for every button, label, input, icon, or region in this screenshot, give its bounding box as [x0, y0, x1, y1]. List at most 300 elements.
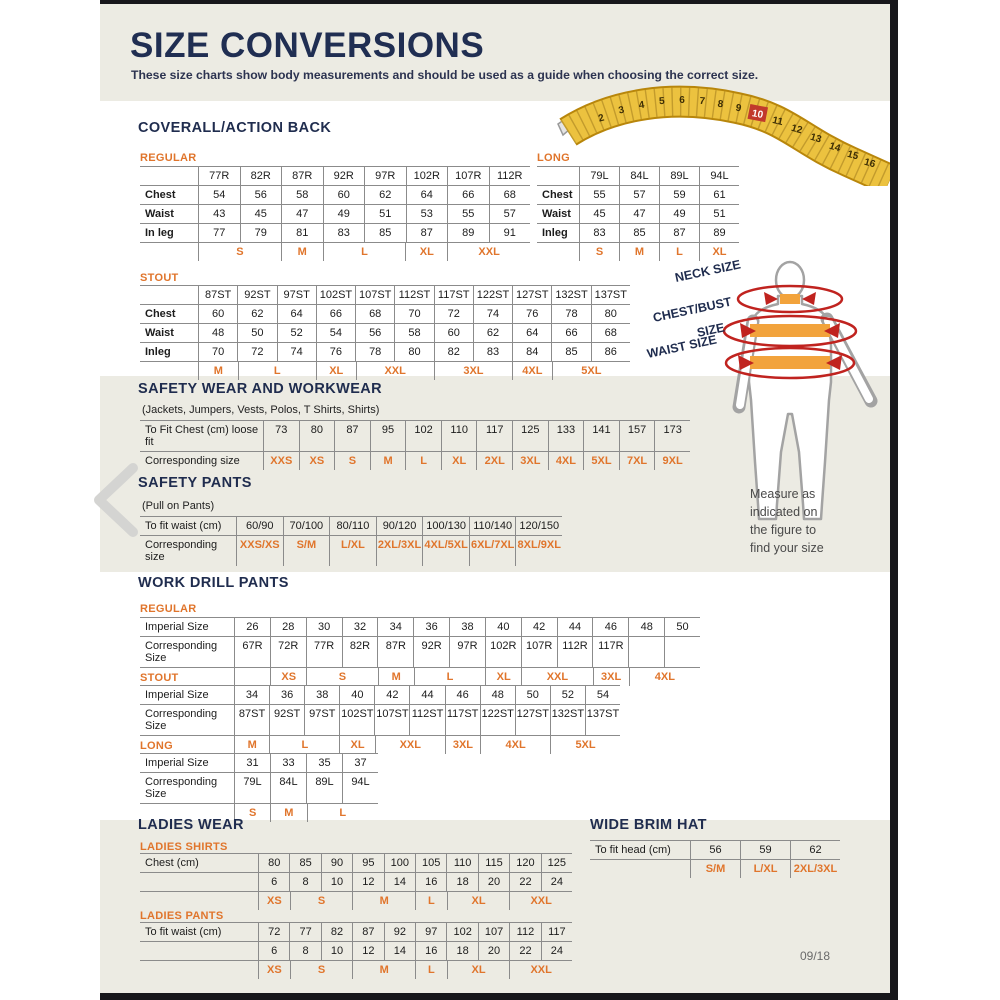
table-cell: 112ST — [394, 286, 433, 304]
table-cell: 49 — [659, 205, 699, 223]
row-label — [140, 286, 198, 304]
row-label — [537, 167, 579, 185]
safety-pants-note: (Pull on Pants) — [142, 500, 215, 512]
row-label: Chest — [145, 189, 176, 201]
table-cell: 92R — [323, 167, 365, 185]
size-cell: M — [234, 736, 269, 754]
table-cell: 62 — [237, 305, 276, 323]
size-cell: M — [281, 243, 323, 261]
table-cell: 82 — [321, 923, 352, 941]
size-cell: L — [415, 892, 447, 910]
size-cell: XXL — [375, 736, 445, 754]
row-label — [140, 892, 258, 910]
table-cell: 122ST — [480, 705, 515, 735]
size-group-row — [140, 736, 620, 754]
table-cell: 73 — [263, 421, 299, 451]
table-cell: 66 — [447, 186, 489, 204]
work-drill-stout-label: STOUT — [140, 672, 179, 684]
table-cell: 117 — [541, 923, 572, 941]
row-label — [140, 873, 258, 891]
table-cell: 90/120 — [376, 517, 423, 535]
table-cell: 107ST — [355, 286, 394, 304]
safety-pants-heading: SAFETY PANTS — [138, 475, 252, 491]
table-cell: 45 — [579, 205, 619, 223]
row-label — [140, 167, 198, 185]
table-cell: 84L — [619, 167, 659, 185]
chest-bust-label: CHEST/BUST — [651, 294, 733, 325]
table-cell: L — [405, 452, 441, 470]
size-group-row — [140, 961, 572, 979]
table-cell: 80 — [258, 854, 289, 872]
table-cell: 107ST — [374, 705, 409, 735]
table-cell: 115 — [478, 854, 509, 872]
table-cell: 55 — [579, 186, 619, 204]
table-cell: 55 — [447, 205, 489, 223]
table-cell: 127ST — [512, 286, 551, 304]
table-cell: 112ST — [409, 705, 444, 735]
table-row — [537, 166, 739, 186]
coverall-stout-label: STOUT — [140, 272, 179, 284]
table-row — [140, 452, 690, 470]
size-cell: XXL — [447, 243, 530, 261]
table-cell: L/XL — [740, 860, 790, 878]
table-cell: S — [334, 452, 370, 470]
coverall-long-label: LONG — [537, 152, 570, 164]
table-row — [590, 860, 840, 878]
size-cell: L — [323, 243, 406, 261]
size-cell: M — [352, 892, 415, 910]
table-cell: 85 — [289, 854, 320, 872]
table-row — [140, 305, 630, 324]
table-cell: 59 — [740, 841, 790, 859]
hat-table — [590, 840, 840, 878]
table-row — [140, 285, 630, 305]
tape-number: 3 — [617, 104, 626, 117]
row-label: Corresponding size — [145, 539, 218, 563]
tape-number: 14 — [827, 140, 842, 155]
row-label: Imperial Size — [145, 689, 209, 701]
table-cell: 102ST — [339, 705, 374, 735]
table-cell: 67R — [234, 637, 270, 667]
table-cell: 117ST — [434, 286, 473, 304]
table-row — [140, 705, 620, 736]
table-cell: 12 — [352, 873, 383, 891]
tape-number: 11 — [771, 115, 784, 129]
table-cell: 57 — [489, 205, 531, 223]
table-cell: 46 — [445, 686, 480, 704]
table-cell: 79 — [240, 224, 282, 242]
table-cell: 79L — [579, 167, 619, 185]
coverall-long-table — [537, 166, 739, 261]
table-cell: 40 — [339, 686, 374, 704]
safety-pants-table — [140, 516, 562, 566]
table-cell: 64 — [406, 186, 448, 204]
table-cell: 102ST — [316, 286, 355, 304]
table-cell: 58 — [394, 324, 433, 342]
table-cell: 84 — [512, 343, 551, 361]
table-cell: 48 — [628, 618, 664, 636]
table-cell: 107 — [478, 923, 509, 941]
table-cell: 56 — [240, 186, 282, 204]
size-cell: 5XL — [550, 736, 620, 754]
table-cell: 102 — [405, 421, 441, 451]
body-measurement-figure — [640, 250, 900, 570]
row-label — [537, 243, 579, 261]
row-label: To fit waist (cm) — [145, 520, 222, 532]
table-cell: 102R — [485, 637, 521, 667]
table-cell: 26 — [234, 618, 270, 636]
table-cell: 100 — [384, 854, 415, 872]
table-cell: 62 — [790, 841, 840, 859]
table-cell: 36 — [413, 618, 449, 636]
table-cell: 42 — [374, 686, 409, 704]
table-cell: 9XL — [654, 452, 690, 470]
safety-wear-table — [140, 420, 690, 470]
work-drill-regular-label: REGULAR — [140, 603, 197, 615]
table-cell: 57 — [619, 186, 659, 204]
table-cell: 91 — [489, 224, 531, 242]
table-cell: 125 — [512, 421, 548, 451]
table-row — [537, 186, 739, 205]
row-label: Corresponding Size — [145, 640, 218, 664]
table-cell: 42 — [521, 618, 557, 636]
table-cell: 44 — [409, 686, 444, 704]
table-cell: 80/110 — [329, 517, 376, 535]
table-cell: S/M — [283, 536, 330, 566]
table-cell: 70/100 — [283, 517, 330, 535]
table-cell: 173 — [654, 421, 690, 451]
table-row — [140, 205, 530, 224]
size-cell: L — [414, 668, 485, 686]
table-cell: 60 — [434, 324, 473, 342]
table-cell: 72 — [434, 305, 473, 323]
table-cell: 10 — [321, 873, 352, 891]
table-cell: 68 — [355, 305, 394, 323]
chest-bust-label-line2: SIZE — [695, 320, 726, 340]
table-cell: 76 — [512, 305, 551, 323]
figure-caption-line: find your size — [750, 541, 824, 555]
size-cell: L — [415, 961, 447, 979]
work-drill-long-table — [140, 753, 378, 822]
row-label: Corresponding size — [145, 455, 240, 467]
table-cell: 7XL — [619, 452, 655, 470]
table-cell: 62 — [364, 186, 406, 204]
size-cell: XL — [447, 892, 510, 910]
table-row — [140, 922, 572, 942]
coverall-regular-label: REGULAR — [140, 152, 197, 164]
size-cell: M — [378, 668, 414, 686]
table-cell: 77 — [198, 224, 240, 242]
table-cell: 107R — [521, 637, 557, 667]
table-cell: 53 — [406, 205, 448, 223]
row-label: Waist — [542, 208, 571, 220]
table-cell: 22 — [509, 873, 540, 891]
table-cell: 87R — [281, 167, 323, 185]
table-cell: 76 — [316, 343, 355, 361]
tape-number: 7 — [698, 95, 706, 108]
table-cell: 70 — [198, 343, 237, 361]
table-cell: 59 — [659, 186, 699, 204]
table-cell: 66 — [316, 305, 355, 323]
table-row — [140, 685, 620, 705]
ladies-pants-table — [140, 922, 572, 979]
table-cell: 87 — [334, 421, 370, 451]
table-cell: 6 — [258, 942, 289, 960]
table-cell: 50 — [237, 324, 276, 342]
table-cell: 81 — [281, 224, 323, 242]
table-cell: 78 — [551, 305, 590, 323]
size-cell: S — [306, 668, 377, 686]
waist-size-label: WAIST SIZE — [645, 332, 718, 361]
table-row — [140, 224, 530, 243]
table-cell: 79L — [234, 773, 270, 803]
tape-number: 4 — [638, 99, 646, 112]
row-label: Chest (cm) — [145, 857, 199, 869]
table-cell: S/M — [690, 860, 740, 878]
size-chart-page — [100, 0, 898, 1000]
size-cell: 4XL — [480, 736, 550, 754]
table-cell: 87 — [352, 923, 383, 941]
table-cell: 16 — [415, 873, 446, 891]
table-cell: 72 — [237, 343, 276, 361]
size-group-row — [140, 243, 530, 261]
table-cell: 112R — [557, 637, 593, 667]
table-cell: XXS/XS — [236, 536, 283, 566]
table-cell: 110 — [446, 854, 477, 872]
work-drill-regular-table — [140, 617, 700, 686]
table-cell: 85 — [619, 224, 659, 242]
size-cell: M — [619, 243, 659, 261]
tape-number: 13 — [808, 131, 823, 146]
table-cell: 10 — [321, 942, 352, 960]
table-cell: 60 — [323, 186, 365, 204]
row-label: Waist — [145, 208, 174, 220]
table-cell: 20 — [478, 873, 509, 891]
table-cell: 51 — [364, 205, 406, 223]
table-cell: 107R — [447, 167, 489, 185]
size-cell: XXL — [509, 892, 572, 910]
table-cell: 100/130 — [422, 517, 469, 535]
table-cell: 38 — [304, 686, 339, 704]
row-label: Corresponding Size — [145, 776, 218, 800]
table-cell: 125 — [541, 854, 572, 872]
table-row — [140, 186, 530, 205]
row-label: To Fit Chest (cm) loose fit — [145, 424, 259, 448]
table-cell: 72R — [270, 637, 306, 667]
row-label: Chest — [145, 308, 176, 320]
size-cell: L — [269, 736, 339, 754]
neck-arrow-right — [802, 292, 816, 305]
table-cell: 90 — [321, 854, 352, 872]
page-code: 09/18 — [800, 949, 831, 963]
table-cell: 34 — [234, 686, 269, 704]
table-cell: 95 — [370, 421, 406, 451]
table-cell: 137ST — [591, 286, 630, 304]
table-cell: 8XL/9XL — [515, 536, 562, 566]
table-cell: 92ST — [269, 705, 304, 735]
size-group-row — [140, 668, 700, 686]
row-label — [590, 860, 690, 878]
row-label: Inleg — [542, 227, 568, 239]
table-cell: 36 — [269, 686, 304, 704]
table-row — [140, 942, 572, 961]
table-cell: 3XL — [512, 452, 548, 470]
table-cell: 127ST — [515, 705, 550, 735]
table-cell: 54 — [316, 324, 355, 342]
size-cell: XXL — [356, 362, 434, 380]
size-cell: 3XL — [434, 362, 512, 380]
waist-band — [750, 356, 830, 369]
table-cell: 6XL/7XL — [469, 536, 516, 566]
table-cell: 52 — [277, 324, 316, 342]
table-cell: 137ST — [585, 705, 620, 735]
table-cell: 83 — [473, 343, 512, 361]
table-cell: 77R — [198, 167, 240, 185]
table-cell: 95 — [352, 854, 383, 872]
size-cell: XL — [339, 736, 374, 754]
table-cell: 24 — [541, 873, 572, 891]
size-cell: XL — [485, 668, 521, 686]
table-row — [140, 166, 530, 186]
table-row — [140, 324, 630, 343]
table-cell: 60 — [198, 305, 237, 323]
table-cell: 47 — [619, 205, 659, 223]
table-cell: 97R — [449, 637, 485, 667]
tape-number: 15 — [845, 148, 860, 163]
size-cell — [234, 668, 270, 686]
size-cell: XXL — [521, 668, 592, 686]
size-cell: XS — [270, 668, 306, 686]
table-cell: 133 — [548, 421, 584, 451]
table-row — [140, 536, 562, 566]
table-cell: 30 — [306, 618, 342, 636]
table-cell: 112 — [509, 923, 540, 941]
table-cell: 112R — [489, 167, 531, 185]
table-cell: 87ST — [198, 286, 237, 304]
table-cell: 33 — [270, 754, 306, 772]
table-cell: 89 — [699, 224, 739, 242]
table-cell: 80 — [591, 305, 630, 323]
table-cell: 24 — [541, 942, 572, 960]
size-cell: L — [238, 362, 316, 380]
figure-head — [776, 262, 804, 298]
table-row — [590, 840, 840, 860]
table-cell: 85 — [551, 343, 590, 361]
row-label: Waist — [145, 327, 174, 339]
tape-number: 2 — [597, 112, 606, 125]
table-cell: 157 — [619, 421, 655, 451]
table-cell: 18 — [446, 942, 477, 960]
table-cell: 64 — [512, 324, 551, 342]
table-cell: 62 — [473, 324, 512, 342]
table-cell: 87 — [659, 224, 699, 242]
table-cell: 83 — [323, 224, 365, 242]
table-cell: 48 — [480, 686, 515, 704]
size-cell: XL — [447, 961, 510, 979]
size-cell: L — [659, 243, 699, 261]
table-cell: 97 — [415, 923, 446, 941]
tape-number: 16 — [862, 156, 877, 171]
row-label — [140, 243, 198, 261]
table-cell: 94L — [699, 167, 739, 185]
work-drill-long-label: LONG — [140, 740, 173, 752]
ladies-shirts-table — [140, 853, 572, 910]
table-cell: 58 — [281, 186, 323, 204]
table-cell: 66 — [551, 324, 590, 342]
table-cell: 50 — [664, 618, 700, 636]
table-cell: 110 — [441, 421, 477, 451]
table-cell: 49 — [323, 205, 365, 223]
table-cell: 122ST — [473, 286, 512, 304]
table-cell: 141 — [583, 421, 619, 451]
table-cell: 120/150 — [515, 517, 562, 535]
table-row — [537, 205, 739, 224]
size-cell: XL — [316, 362, 356, 380]
size-cell: 5XL — [552, 362, 630, 380]
tape-number: 5 — [658, 95, 665, 108]
table-cell: 72 — [258, 923, 289, 941]
table-cell: 4XL — [548, 452, 584, 470]
table-cell: 12 — [352, 942, 383, 960]
size-cell: S — [234, 804, 270, 822]
table-cell: 83 — [579, 224, 619, 242]
table-cell: 110/140 — [469, 517, 516, 535]
size-cell: XS — [258, 961, 290, 979]
table-cell: 16 — [415, 942, 446, 960]
table-cell: 38 — [449, 618, 485, 636]
table-cell: 51 — [699, 205, 739, 223]
table-cell: 2XL — [476, 452, 512, 470]
neck-arrow-left — [764, 292, 778, 305]
size-cell: S — [579, 243, 619, 261]
coverall-stout-table — [140, 285, 630, 380]
table-cell: 94L — [342, 773, 378, 803]
table-cell: 120 — [509, 854, 540, 872]
size-cell: XL — [405, 243, 447, 261]
table-row — [140, 343, 630, 362]
hat-heading: WIDE BRIM HAT — [590, 817, 707, 833]
table-cell: 117R — [592, 637, 628, 667]
table-cell: 2XL/3XL — [376, 536, 423, 566]
row-label: To fit waist (cm) — [145, 926, 222, 938]
table-row — [140, 516, 562, 536]
table-cell: 97ST — [277, 286, 316, 304]
table-cell: 77R — [306, 637, 342, 667]
table-cell: 84L — [270, 773, 306, 803]
row-label: Chest — [542, 189, 573, 201]
size-cell: M — [352, 961, 415, 979]
table-cell: 92 — [384, 923, 415, 941]
size-cell: L — [307, 804, 379, 822]
table-cell: 60/90 — [236, 517, 283, 535]
row-label: To fit head (cm) — [595, 844, 671, 856]
chevron-left-icon[interactable] — [85, 458, 147, 542]
table-cell: XL — [441, 452, 477, 470]
table-cell: 117ST — [445, 705, 480, 735]
table-cell: 18 — [446, 873, 477, 891]
table-cell: 85 — [364, 224, 406, 242]
work-drill-heading: WORK DRILL PANTS — [138, 575, 289, 591]
table-cell: 102 — [446, 923, 477, 941]
table-cell: 8 — [289, 873, 320, 891]
table-cell: L/XL — [329, 536, 376, 566]
chest-band — [750, 324, 830, 337]
table-cell: 43 — [198, 205, 240, 223]
table-cell: 68 — [489, 186, 531, 204]
tape-number: 10 — [750, 108, 764, 122]
table-cell: 48 — [198, 324, 237, 342]
table-cell: XXS — [263, 452, 299, 470]
